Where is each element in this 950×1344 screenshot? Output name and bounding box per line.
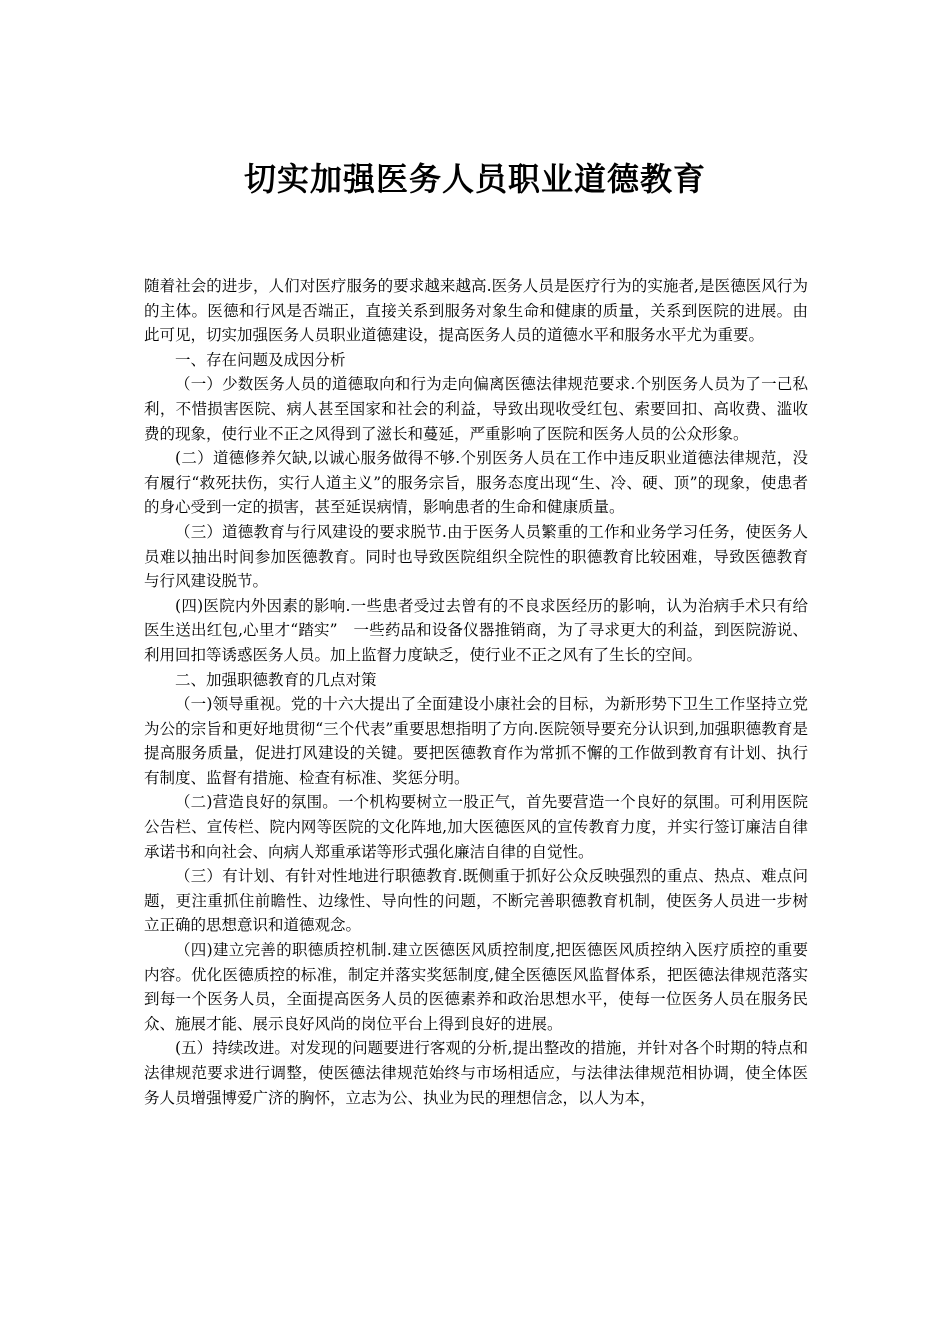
intro-paragraph: 随着社会的进步，人们对医疗服务的要求越来越高.医务人员是医疗行为的实施者,是医德医风行为的主体。医德和行风是否端正，直接关系到服务对象生命和健康的质量，关系到医院的进展。由此可见，切实加强医务人员职业道德建设，提高医务人员的道德水平和服务水平尤为重要。 [144,277,808,345]
document-title: 切实加强医务人员职业道德教育 [243,160,706,198]
paragraph-1-2: (二）道德修养欠缺,以诚心服务做得不够.个别医务人员在工作中违反职业道德法律规范，没有履行“救死扶伤，实行人道主义”的服务宗旨，服务态度出现“生、冷、硬、顶”的现象，使患者的身心受到一定的损害，甚至延误病情，影响患者的生命和健康质量。 [144,449,808,517]
section-heading-1: 一、存在问题及成因分析 [175,350,346,369]
paragraph-1-4: (四)医院内外因素的影响.一些患者受过去曾有的不良求医经历的影响，认为治病手术只有给医生送出红包,心里才“踏实” 一些药品和设备仪器推销商，为了寻求更大的利益，到医院游说、利用回扣等诱惑医务人员。加上监督力度缺乏，使行业不正之风有了生长的空间。 [144,596,808,664]
section-heading-2: 二、加强职德教育的几点对策 [175,670,377,689]
paragraph-2-2: （二)营造良好的氛围。一个机构要树立一股正气，首先要营造一个良好的氛围。可利用医院公告栏、宣传栏、院内网等医院的文化阵地,加大医德医风的宣传教育力度，并实行签订廉洁自律承诺书和向社会、向病人郑重承诺等形式强化廉洁自律的自觉性。 [144,793,808,861]
paragraph-1-1: （一）少数医务人员的道德取向和行为走向偏离医德法律规范要求.个别医务人员为了一己私利，不惜损害医院、病人甚至国家和社会的利益，导致出现收受红包、索要回扣、高收费、滥收费的现象，使行业不正之风得到了滋长和蔓延，严重影响了医院和医务人员的公众形象。 [144,375,808,443]
paragraph-2-4: （四)建立完善的职德质控机制.建立医德医风质控制度,把医德医风质控纳入医疗质控的重要内容。优化医德质控的标准，制定并落实奖惩制度,健全医德医风监督体系，把医德法律规范落实到每一个医务人员，全面提高医务人员的医德素养和政治思想水平，使每一位医务人员在服务民众、施展才能、展示良好风尚的岗位平台上得到良好的进展。 [144,941,808,1033]
paragraph-2-1: （一)领导重视。党的十六大提出了全面建设小康社会的目标，为新形势下卫生工作坚持立党为公的宗旨和更好地贯彻“三个代表”重要思想指明了方向.医院领导要充分认识到,加强职德教育是提高服务质量，促进打风建设的关键。要把医德教育作为常抓不懈的工作做到教育有计划、执行有制度、监督有措施、检查有标准、奖惩分明。 [144,695,808,787]
paragraph-2-5: (五）持续改进。对发现的问题要进行客观的分析,提出整改的措施，并针对各个时期的特点和法律规范要求进行调整，使医德法律规范始终与市场相适应，与法律法律规范相协调，使全体医务人员增强博爱广济的胸怀，立志为公、执业为民的理想信念，以人为本， [144,1039,808,1107]
paragraph-1-3: （三）道德教育与行风建设的要求脱节.由于医务人员繁重的工作和业务学习任务，使医务人员难以抽出时间参加医德教育。同时也导致医院组织全院性的职德教育比较困难，导致医德教育与行风建设脱节。 [144,522,808,591]
document-body [144,274,808,1110]
paragraph-2-3: （三）有计划、有针对性地进行职德教育.既侧重于抓好公众反映强烈的重点、热点、难点问题，更注重抓住前瞻性、边缘性、导向性的问题，不断完善职德教育机制，使医务人员进一步树立正确的思想意识和道德观念。 [144,867,808,935]
